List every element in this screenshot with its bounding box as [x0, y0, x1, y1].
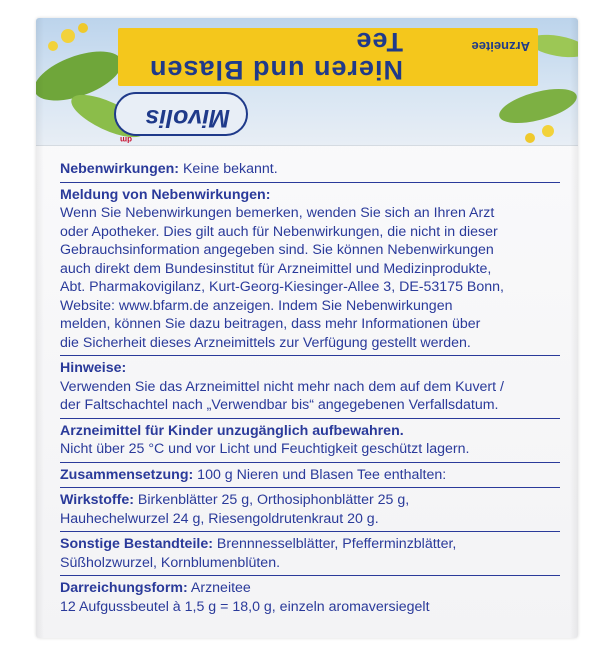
brand-logo: Mivolis	[145, 104, 230, 132]
text-darreichung-line2: 12 Aufgussbeutel à 1,5 g = 18,0 g, einzeln aromaversiegelt	[60, 598, 430, 615]
text-sonstige-line2: Süßholzwurzel, Kornblumenblüten.	[60, 554, 281, 571]
label-nebenwirkungen: Nebenwirkungen:	[60, 161, 180, 177]
lid-edge	[36, 145, 578, 146]
section-meldung	[60, 186, 560, 357]
section-aufbewahrung	[60, 422, 560, 463]
text-wirkstoffe-line2: Hauhechelwurzel 24 g, Riesengoldrutenkraut 20 g.	[60, 510, 379, 527]
label-zusammensetzung: Zusammensetzung:	[60, 466, 194, 483]
box-shadow-right	[570, 18, 578, 638]
meldung-line: Website: www.bfarm.de anzeigen. Indem Sie Nebenwirkungen	[60, 297, 453, 314]
meldung-line: Wenn Sie Nebenwirkungen bemerken, wenden Sie sich an Ihren Arzt	[60, 205, 495, 221]
section-zusammensetzung	[60, 466, 560, 489]
package-box	[36, 18, 578, 638]
meldung-line: auch direkt dem Bundesinstitut für Arzneimittel und Medizinprodukte,	[60, 260, 492, 277]
section-nebenwirkungen	[60, 160, 560, 183]
meldung-line: Gebrauchsinformation angegeben sind. Sie können Nebenwirkungen	[60, 242, 494, 258]
label-meldung: Meldung von Nebenwirkungen:	[60, 186, 271, 203]
meldung-line: die Sicherheit dieses Arzneimittels zur Verfügung gestellt werden.	[60, 334, 471, 351]
hinweise-line: Verwenden Sie das Arzneimittel nicht mehr nach dem auf dem Kuvert /	[60, 378, 504, 395]
hinweise-line: der Faltschachtel nach „Verwendbar bis“ angegebenen Verfallsdatum.	[60, 397, 499, 413]
meldung-line: Abt. Pharmakovigilanz, Kurt-Georg-Kiesinger-Allee 3, DE-53175 Bonn,	[60, 279, 504, 295]
section-hinweise	[60, 359, 560, 419]
text-zusammensetzung: 100 g Nieren und Blasen Tee enthalten:	[193, 466, 447, 483]
meldung-line: oder Apotheker. Dies gilt auch für Nebenwirkungen, die nicht in dieser	[60, 223, 498, 240]
brand-sub-logo: dm	[120, 135, 132, 144]
label-sonstige: Sonstige Bestandteile:	[60, 536, 213, 552]
text-nebenwirkungen: Keine bekannt.	[179, 161, 278, 177]
product-title-line1: Nieren und Blasen	[148, 55, 403, 85]
label-wirkstoffe: Wirkstoffe:	[60, 492, 134, 508]
label-aufbewahrung: Arzneimittel für Kinder unzugänglich aufbewahren.	[60, 422, 404, 439]
box-shadow-left	[36, 18, 44, 638]
product-subtitle: Arzneitee	[471, 39, 530, 54]
section-darreichung	[60, 579, 560, 619]
label-darreichung: Darreichungsform:	[60, 580, 188, 596]
section-wirkstoffe	[60, 491, 560, 532]
text-wirkstoffe: Birkenblätter 25 g, Orthosiphonblätter 25 g,	[133, 492, 410, 508]
lid-artwork	[36, 18, 578, 146]
info-panel	[60, 160, 560, 622]
section-sonstige	[60, 535, 560, 576]
text-darreichung: Arzneitee	[187, 580, 251, 596]
product-title	[149, 28, 403, 84]
meldung-line: melden, können Sie dazu beitragen, dass mehr Informationen über	[60, 316, 481, 332]
package-lid	[36, 18, 578, 146]
text-sonstige: Brennnesselblätter, Pfefferminzblätter,	[212, 536, 457, 552]
text-aufbewahrung: Nicht über 25 °C und vor Licht und Feuchtigkeit geschützt lagern.	[60, 441, 470, 457]
label-hinweise: Hinweise:	[60, 360, 127, 376]
product-title-line2: Tee	[355, 27, 403, 57]
